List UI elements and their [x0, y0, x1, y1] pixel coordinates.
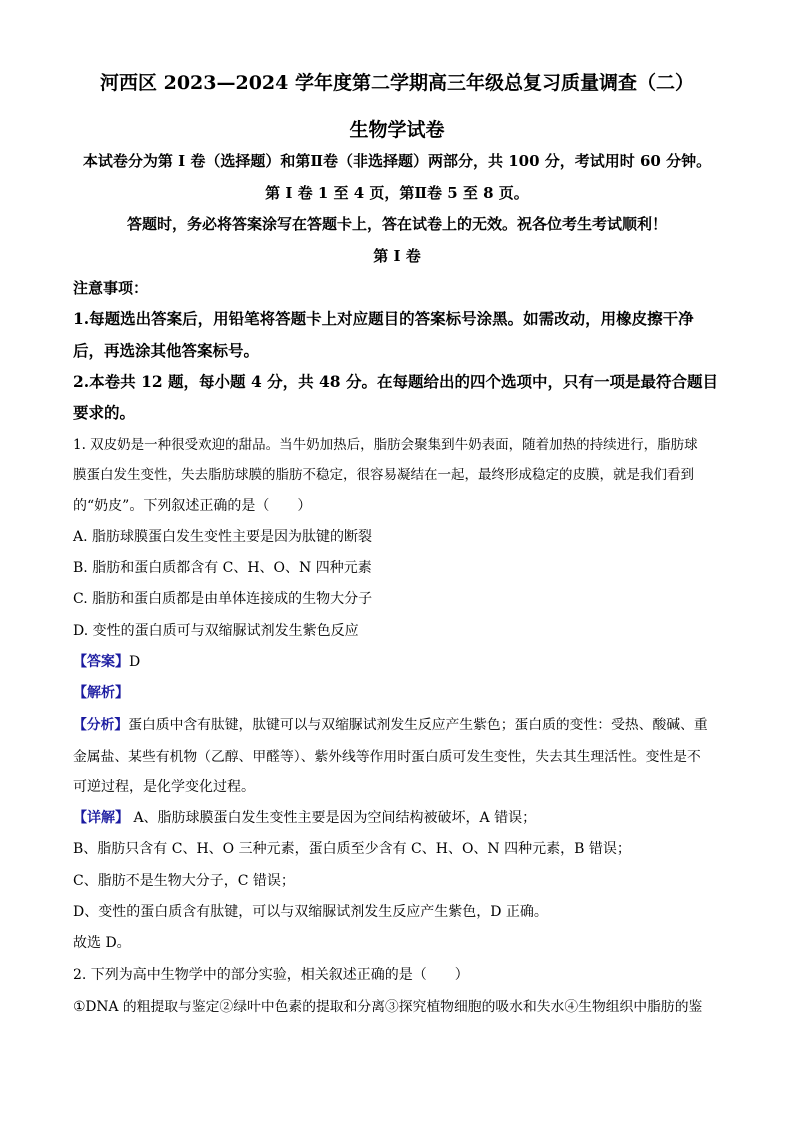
q1-option-c: C. 脂肪和蛋白质都是由单体连接成的生物大分子	[73, 591, 373, 607]
q1-fenxi-cont: 可逆过程，是化学变化过程。	[73, 779, 255, 795]
q1-detail-d: D、变性的蛋白质含有肽键，可以与双缩脲试剂发生反应产生紫色，D 正确。	[73, 904, 548, 920]
q1-fenxi-cont: 金属盐、某些有机物（乙醇、甲醛等）、紫外线等作用时蛋白质可发生变性，失去其生理活性。变性是不	[73, 749, 701, 765]
answer-value: D	[129, 654, 141, 670]
q1-stem-cont: 的“奶皮”。下列叙述正确的是（ ）	[73, 498, 312, 514]
fenxi-tag: 【分析】	[73, 717, 129, 733]
q2-stem: 2. 下列为高中生物学中的部分实验，相关叙述正确的是（ ）	[73, 967, 469, 983]
instructions-heading: 注意事项：	[73, 279, 149, 297]
instruction-2-cont: 要求的。	[73, 403, 136, 422]
exam-title: 河西区 2023—2024 学年度第二学期高三年级总复习质量调查（二）	[100, 72, 694, 94]
fenxi-text: 蛋白质中含有肽键，肽键可以与双缩脲试剂发生反应产生紫色；蛋白质的变性：受热、酸碱、重	[128, 717, 708, 733]
exam-intro: 本试卷分为第 I 卷（选择题）和第Ⅱ卷（非选择题）两部分，共 100 分，考试用时 60 分钟。	[82, 152, 712, 170]
q1-stem-cont: 膜蛋白发生变性，失去脂肪球膜的脂肪不稳定，很容易凝结在一起，最终形成稳定的皮膜，就是我们看到	[73, 467, 694, 483]
detail-a: A、脂肪球膜蛋白发生变性主要是因为空间结构被破坏，A 错误；	[129, 810, 537, 826]
q1-option-a: A. 脂肪球膜蛋白发生变性主要是因为肽键的断裂	[73, 529, 373, 545]
exam-pages: 第 I 卷 1 至 4 页，第Ⅱ卷 5 至 8 页。	[265, 184, 529, 202]
subject-title: 生物学试卷	[349, 119, 445, 141]
q1-detail-b: B、脂肪只含有 C、H、O 三种元素，蛋白质至少含有 C、H、O、N 四种元素，B 错误；	[73, 841, 631, 857]
q1-answer	[73, 651, 140, 671]
exam-notice: 答题时，务必将答案涂写在答题卡上，答在试卷上的无效。祝各位考生考试顺利！	[126, 215, 667, 233]
q1-analysis-heading	[73, 682, 129, 702]
instruction-1: 1.每题选出答案后，用铅笔将答题卡上对应题目的答案标号涂黑。如需改动，用橡皮擦干净	[73, 309, 694, 328]
q1-detail-c: C、脂肪不是生物大分子，C 错误；	[73, 873, 295, 889]
answer-tag: 【答案】	[73, 654, 129, 670]
detail-tag: 【详解】	[73, 810, 129, 826]
q1-option-d: D. 变性的蛋白质可与双缩脲试剂发生紫色反应	[73, 623, 359, 639]
q1-fenxi	[73, 713, 708, 733]
analysis-tag: 【解析】	[73, 685, 129, 701]
q1-conclusion: 故选 D。	[73, 935, 131, 951]
q1-stem: 1. 双皮奶是一种很受欢迎的甜品。当牛奶加热后，脂肪会聚集到牛奶表面，随着加热的持续进行，脂肪球	[73, 437, 698, 453]
q1-option-b: B. 脂肪和蛋白质都含有 C、H、O、N 四种元素	[73, 560, 372, 576]
part1-heading: 第 I 卷	[373, 247, 421, 265]
q2-experiments: ①DNA 的粗提取与鉴定②绿叶中色素的提取和分离③探究植物细胞的吸水和失水④生物组织中脂肪的鉴	[73, 999, 703, 1015]
instruction-1-cont: 后，再选涂其他答案标号。	[73, 341, 260, 360]
q1-detail	[73, 807, 536, 827]
instruction-2: 2.本卷共 12 题，每小题 4 分，共 48 分。在每题给出的四个选项中，只有一项是最符合题目	[73, 372, 718, 391]
